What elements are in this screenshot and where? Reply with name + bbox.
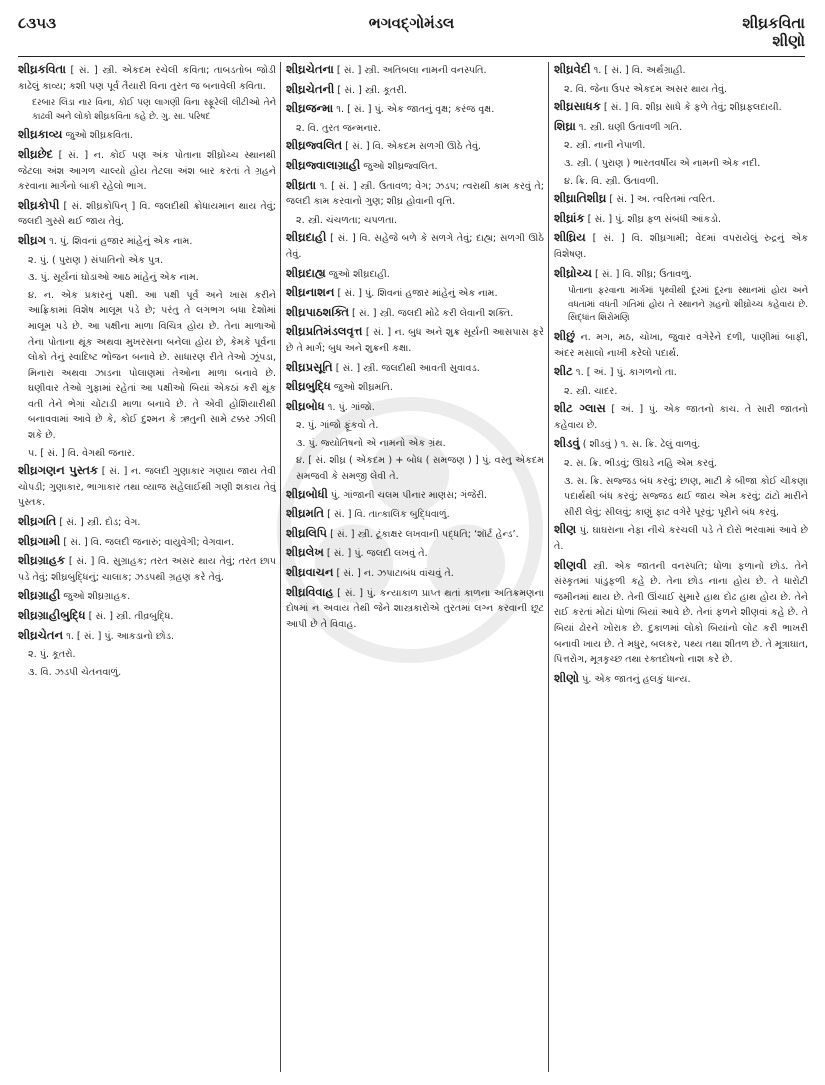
definition: [ સં. ] ન. ઝપાટાબંધ વાંચવું તે.	[333, 568, 454, 580]
headword: શીઘ્રબોધી	[286, 486, 328, 501]
headword: શીઘ્રગામી	[18, 533, 61, 548]
headword: શીઘ્રજ્વાલાગ્રાહી	[286, 157, 361, 172]
dictionary-entry	[286, 101, 544, 118]
headword: શીઘ્રગ્રાહી	[18, 588, 61, 603]
definition: [ સં. ] વિ. તાત્કાલિક બુદ્ધિવાળું.	[324, 509, 450, 521]
definition: [ સં. ] સ્ત્રી. દોડ; વેગ.	[56, 517, 141, 529]
headword: શીઘ્રસાધક	[554, 99, 601, 114]
dictionary-entry	[554, 522, 808, 554]
sub-sense: ૨. વિ. તુરત જન્મનાર.	[296, 122, 381, 134]
definition: [ સં. ] વિ. શીઘ્રગામી; વેદમાં વપરાયેલું રુદ્રનું એક વિશેષણ.	[554, 233, 808, 260]
guide-words	[742, 14, 805, 50]
dictionary-entry	[18, 514, 276, 531]
definition: ( શીડવું ) ૧. સ. ક્રિ. ઢેલું વાળવું.	[579, 439, 701, 451]
sub-sense: ૪. ન. એક પ્રકારનું પક્ષી. આ પક્ષી પૂર્વ અને ખાસ કરીને આફ્રિકામાં વિશેષ માલૂમ પડે છે; પરંતુ તે લગભગ બધા દેશોમાં માલૂમ પડે છે. આ પક્ષીના માળા વિચિત્ર હોય છે. તેના માળાઓ તેના પોતાના થૂંક અથવા મુખરસના બનેલા હોય છે, કેમકે પૂર્વના લોકો તેનું સ્વાદિષ્ટ ભોજન બનાવે છે. સાધારણ રીતે તેઓ ઝૂંપડા, મિનારા અથવા ઝાડના પોલાણમાં તેઓના માળા બનાવે છે. ઘણીવાર તેઓ ગુફામાં રહેતાં આ પક્ષીઓ બિયાં એકઠાં કરી થૂંક વતી તેને ભેગાં ચોંટાડી માળા બનાવે છે. તે એવી હોશિયારીથી બનાવવામાં આવે છે કે, કોઈ દુશ્મન કે ઋતુની સામે ટક્કર ઝીલી શકે છે.	[28, 289, 276, 442]
headword: શીડવું	[554, 436, 580, 451]
dictionary-entry	[554, 266, 808, 283]
definition: [ સં. ] સ્ત્રી. એકદમ રચેલી કવિતા; તાબડતોબ જોડી કાઢેલું કાવ્ય; કશી પણ પૂર્વ તૈયારી વિના તુરત જ બનાવેલી કવિતા.	[18, 65, 276, 92]
dictionary-entry	[554, 119, 808, 136]
headword: શીઘ્રકાવ્ય	[18, 127, 63, 142]
definition: ૧. [ સં. ] પું. આકડાનો છોડ.	[63, 630, 175, 642]
definition: જુઓ શીઘ્રમતિ.	[330, 382, 393, 394]
citation-quote: દરબાર લિંડા નાર વિના, કોઈ પણ લાગણી વિના સ્ફૂરેલી લીટીઓ તેને કાઢવી અને લોકો શીઘ્રકવિતા કહે છે. ગુ. સા. પરિષદ	[32, 98, 276, 122]
dictionary-entry	[286, 545, 544, 562]
dictionary-entry	[18, 127, 276, 144]
sub-sense: ૨. પું. ( પુરાણ ) સંપાતિનો એક પુત્ર.	[28, 254, 164, 266]
dictionary-entry	[554, 191, 808, 208]
headword: શીઘ્રવિવાહ	[286, 584, 334, 599]
headword: શીઘ્રચેતની	[286, 81, 335, 96]
sub-sense: ૩. સ. ક્રિ. સજ્જડ બંધ કરવું; છાણ, માટી કે બીજા કોઈ ચીકણા પદાર્થથી બંધ કરવું; સજ્જડ થઈ જાય એમ કરવું; ઢાંટો મારીને સીરી લેવું; સીલવું; કાણું ફાટ વગેરે પૂરવું; પૂરીને બંધ કરવું.	[564, 475, 808, 518]
headword: શીઘ્રદાહી	[286, 230, 327, 245]
definition: ૧. [ સં. ] વિ. અર્થગ્રાહી.	[590, 65, 686, 76]
column-1	[18, 62, 276, 1077]
sub-sense: ૩. પું. જ્યોતિષનો એ નામનો એક ગ્રંથ.	[296, 437, 446, 449]
headword: શીઘ્રદાહ્ય	[286, 265, 326, 280]
headword: શીઘ્રજન્મા	[286, 101, 334, 116]
dictionary-entry	[554, 211, 808, 228]
definition: [ સં. ] પું. શિવનાં હજાર માંહેનું એક નામ.	[334, 288, 498, 300]
headword: શીઘ્રછેદ	[18, 146, 53, 161]
dictionary-entry	[286, 230, 544, 262]
definition: [ સં. ] સ્ત્રી. ટૂંકાક્ષર લખવાની પદ્ધતિ; ‘શૉર્ટ હેન્ડ’.	[327, 528, 519, 540]
headword: શીઘ્રગણન પુસ્તક	[18, 463, 99, 478]
headword: શીઘ્રપ્રસૂતિ	[286, 359, 333, 374]
sub-sense: ૫. [ સં. ] વિ. વેગથી જનાર.	[28, 447, 135, 459]
dictionary-entry	[286, 158, 544, 175]
dictionary-entry	[554, 401, 808, 433]
sub-sense: ૩. પું. સૂર્યનાં ઘોડાઓ આઠ માંહેનું એક નામ.	[28, 272, 199, 284]
dictionary-entry	[18, 608, 276, 625]
definition: [ સં. ] પું. જલદી લખવું તે.	[323, 548, 428, 560]
definition: [ સં. શીઘ્રકોપિન્ ] વિ. જલદીથી ક્રોધાયમાન થાય તેવું; જલદી ગુસ્સે થઈ જાય તેવું.	[18, 200, 276, 228]
dictionary-entry	[286, 506, 544, 523]
headword: શીઘ્રવેદી	[554, 62, 591, 76]
headword: શીઘ્રગ	[18, 232, 47, 247]
definition: [ સં. ] વિ. જલદી જનારું; વાયુવેગી; વેગવાન.	[60, 536, 235, 548]
definition: [ સં. ] ન. બુધ અને શુક્ર સૂર્યની આસપાસ ફરે છે તે માર્ગ; બુધ અને શુક્રની કક્ષા.	[286, 327, 544, 354]
headword: શીઘ્રગ્રાહક	[18, 553, 66, 568]
headword: શીઘ્રકવિતા	[18, 62, 66, 76]
dictionary-entry	[554, 364, 808, 381]
headword: શીઘ્રાંક	[554, 210, 585, 225]
headword: શીઘ્રબુદ્ધિ	[286, 379, 331, 394]
column-3	[554, 62, 808, 1077]
headword: શીઘ્રવાચન	[286, 565, 334, 580]
definition: જુઓ શીઘ્રજ્વલિત.	[360, 160, 438, 172]
definition: પું. ઘાઘરાના નેફા નીચે કરચલી પડે તે દોરો ભરવામાં આવે છે તે.	[554, 525, 808, 553]
dictionary-entry	[554, 671, 808, 688]
headword: શીઘ્રગ્રાહીબુદ્ધિ	[18, 608, 86, 622]
column-2	[286, 62, 544, 1077]
headword: શીઘ્રલેખ	[286, 545, 324, 560]
definition: [ સં. ] વિ. શીઘ્ર; ઉતાવળું.	[591, 268, 692, 280]
definition: [ સં. ] સ્ત્રી. તીવ્રબુદ્ધિ.	[85, 611, 174, 622]
headword: શીઘ્રચેતના	[286, 62, 334, 76]
headword: શીઘ્રપાઠશક્તિ	[286, 304, 349, 319]
dictionary-entry	[18, 534, 276, 551]
headword: શીઘ્રજ્વલિત	[286, 138, 343, 153]
headword: શીઘ્રલિપિ	[286, 525, 328, 540]
page-header	[18, 8, 805, 60]
definition: ન. મગ, મઠ, ચોખા, જુવાર વગેરેને દળી, પાણીમાં બાફી, અંદર મસાલો નાખી કરેલો પદાર્થ.	[554, 331, 808, 359]
headword: શીણ	[554, 522, 577, 537]
book-title: ભગવદ્ગોમંડલ	[368, 14, 455, 32]
definition: [ સં. ] પું. કન્યાકાળ પ્રાપ્ત થતાં કાળના અતિક્રમણના દોષમાં ન અવાય તેથી જેને શાસ્ત્રકારોએ તુરતમાં લગ્ન કરવાની છૂટ આપી છે તે વિવાહ.	[286, 587, 544, 630]
dictionary-entry	[286, 305, 544, 322]
headword: શીઘ્રબોધ	[286, 398, 325, 413]
sub-sense: ૩. સ્ત્રી. ( પુરાણ ) ભારતવર્ષીય એ નામની એક નદી.	[564, 157, 761, 169]
dictionary-entry	[18, 198, 276, 230]
dictionary-entry	[18, 233, 276, 250]
dictionary-entry	[18, 147, 276, 195]
headword: શીછું	[554, 328, 576, 343]
definition: [ સં. ] પું. શીઘ્ર ફળ સંબંધી આંકડો.	[584, 213, 721, 225]
dictionary-entry	[286, 487, 544, 504]
dictionary-entry	[286, 285, 544, 302]
headword: શીટ ગ્લાસ	[554, 401, 606, 416]
definition: ૧. [ સં. ] સ્ત્રી. ઉતાવળ; વેગ; ઝડપ; ત્વરાથી કામ કરવું તે; જલદી કામ કરવાનો ગુણ; શીઘ્ર હોવાની વૃત્તિ.	[286, 180, 544, 208]
dictionary-entry	[286, 360, 544, 377]
dictionary-entry	[18, 463, 276, 511]
dictionary-entry	[18, 628, 276, 645]
sub-sense: ૨. પું. ગાંજો ફૂંકવો તે.	[296, 420, 379, 432]
headword: શીણવી	[554, 557, 587, 572]
columns	[18, 62, 808, 1077]
dictionary-entry	[286, 178, 544, 210]
dictionary-entry	[554, 436, 808, 453]
dictionary-entry	[554, 230, 808, 262]
sub-sense: ૨. સ. ક્રિ. ભીડવું; ઊઘડે નહિ એમ કરવું.	[564, 458, 717, 470]
definition: [ સં. ] સ્ત્રી. કૂતરી.	[334, 84, 408, 96]
dictionary-entry	[18, 553, 276, 585]
definition: જુઓ શીઘ્રકવિતા.	[62, 130, 133, 142]
sub-sense: ૨. સ્ત્રી. નાની નેપાળી.	[564, 140, 646, 152]
definition: [ સં. ] સ્ત્રી. જલદી મોઢે કરી લેવાની શક્તિ.	[348, 307, 514, 319]
headword: શીઘ્રકોપી	[18, 197, 60, 212]
definition: પું. ગાંજાની ચલમ પીનાર માણસ; ગંજેરી.	[327, 489, 488, 501]
headword: શીઘ્રચેતન	[18, 627, 64, 642]
definition: [ સં. ] ન. જલદી ગુણાકાર ગણાય જાય તેવી ચોપડી; ગુણાકાર, ભાગાકાર તથા વ્યાજ સહેલાઈથી ગણી શકાય તેવું પુસ્તક.	[18, 466, 276, 509]
headword: શીઘ્રપ્રતિમંડલવૃત્ત	[286, 324, 363, 339]
definition: સ્ત્રી. એક જાતની વનસ્પતિ; ધોળા ફળાનો છોડ. તેને સંસ્કૃતમાં પાંડુફળી કહે છે. તેના છોડ નાના હોય છે. તે ધારોટી જમીનમાં થાય છે. તેની ઊંચાઈ સુમારે હાથ દોઢ હાથ હોય છે. તેને રાઈ કરતાં મોટાં ધોળાં બિયાં આવે છે. તેનાં ફળને શીણવાં કહે છે. તે બિયાં ઢોરને ખોરાક છે. દુકાળમાં લોકો બિયાંનો લોટ કરી ભાખરી બનાવી ખાય છે. તે મધુર, બલકર, પથ્ય તથા શીતળ છે. તે મૂત્રાઘાત, પિત્તરોગ, મૂત્રકૃચ્છ તથા રક્તદોષનો નાશ કરે છે.	[554, 560, 808, 666]
definition: જુઓ શીઘ્રગ્રાહક.	[60, 591, 131, 603]
dictionary-entry	[18, 62, 276, 94]
sub-sense: ૨. પું. કૂતરો.	[28, 649, 76, 661]
dictionary-entry	[286, 399, 544, 416]
dictionary-entry	[286, 324, 544, 356]
definition: ૧. [ અં. ] પું. કાગળનો તા.	[572, 367, 677, 379]
headword: શીઘ્રતા	[286, 177, 317, 192]
headword: શીઘ્રાતિશીઘ્ર	[554, 191, 607, 206]
headword: શીઘ્રનાશન	[286, 285, 335, 300]
dictionary-entry	[554, 558, 808, 668]
headword: શીઘ્રમતિ	[286, 506, 325, 521]
definition: ૧. પું. ગાંજો.	[324, 401, 375, 413]
definition: પું. એક જાતનું હલકું ધાન્ય.	[579, 673, 691, 685]
definition: [ સં. ] અ. ત્વરિતમાં ત્વરિત.	[606, 194, 716, 206]
definition: [ સં. ] સ્ત્રી. જલદીથી આવતી સુવાવડ.	[332, 362, 480, 374]
sub-sense: ૨. સ્ત્રી. ચંચળતા; ચપળતા.	[296, 214, 397, 226]
sub-sense: ૨. વિ. જેના ઉપર એકદમ અસર થાય તેવું.	[564, 83, 728, 95]
dictionary-entry	[18, 588, 276, 605]
citation-quote: પોતાના ફરવાના માર્ગમાં પૃથ્વીથી દૂરમાં દૂરના સ્થાનમાં હોય અને વધતામાં વધતી ગતિમાં હોય તે સ્થાનને ગ્રહનો શીઘ્રોચ્ચ કહેવાય છે. સિદ્ધાંત શિરોમણિ	[568, 286, 808, 324]
sub-sense: ૪. [ સં. શીઘ્ર ( એકદમ ) + બોધ ( સમજણ ) ] પું. વસ્તુ એકદમ સમજવી કે સમજી લેવી તે.	[296, 455, 544, 483]
sub-sense: ૨. સ્ત્રી. ચાદર.	[564, 385, 618, 397]
definition: ૧. સ્ત્રી. ઘણી ઉતાવળી ગતિ.	[575, 121, 683, 133]
headword: શીટ	[554, 364, 573, 379]
definition: [ સં. ] વિ. શીઘ્ર સાધે કે ફળે તેવું; શીઘ્રફલદાયી.	[600, 102, 782, 114]
dictionary-entry	[286, 565, 544, 582]
dictionary-entry	[554, 329, 808, 361]
dictionary-entry	[286, 526, 544, 543]
definition: જુઓ શીઘ્રદાહી.	[325, 268, 390, 280]
sub-sense: ૪. ક્રિ. વિ. સ્ત્રી. ઉતાવળી.	[564, 175, 659, 187]
headword: શીઘ્રગતિ	[18, 514, 57, 529]
definition: [ સં. ] સ્ત્રી. અતિબલા નામની વનસ્પતિ.	[333, 65, 487, 76]
definition: [ સં. ] વિ. સહેજે બળે કે સળગે તેવું; દાહ્ય; સળગી ઊઠે તેવું.	[286, 233, 544, 260]
dictionary-entry	[554, 99, 808, 116]
dictionary-entry	[286, 62, 544, 79]
dictionary-entry	[286, 585, 544, 633]
headword: શીણો	[554, 670, 580, 685]
guide-word-last: શીણો	[772, 32, 805, 50]
header-rule	[18, 56, 805, 57]
guide-word-first: શીઘ્રકવિતા	[742, 14, 805, 32]
headword: શીઘ્રોચ્ચ	[554, 265, 592, 280]
headword: શિઘ્રા	[554, 118, 576, 133]
dictionary-entry	[286, 138, 544, 155]
page-number: ૮૩૫૩	[18, 14, 57, 32]
sub-sense: ૩. વિ. ઝડપી ચેતનવાળું.	[28, 666, 122, 678]
headword: શીઘ્રિય	[554, 230, 586, 245]
dictionary-entry	[554, 62, 808, 79]
definition: ૧. પું. શિવનાં હજાર માંહેનું એક નામ.	[46, 235, 193, 247]
definition: ૧. [ સં. ] પું. એક જાતનું વૃક્ષ; કરંજ વૃક્ષ.	[333, 104, 495, 116]
dictionary-entry	[286, 266, 544, 283]
definition: [ સં. ] ન. કોઈ પણ અંક પોતાના શીઘ્રોચ્ચ સ્થાનથી જેટલા અંશ આગળ ચાલ્યો હોય તેટલા અંશ બાર કરતાં તે ગ્રહને કરવાના માર્ગનો બાકી રહેલો ભાગ.	[18, 149, 276, 193]
definition: [ સં. ] વિ. સુગ્રાહક; તરત અસર થાય તેવું; તરત છાપ પડે તેવું; શીઘ્રબુદ્ધિનું; ચાલાક; ઝડપથી ગ્રહણ કરે તેવું.	[18, 556, 276, 583]
definition: [ અં. ] પું. એક જાતનો કાચ. તે સારી જાતનો કહેવાય છે.	[554, 404, 808, 431]
definition: [ સં. ] વિ. એકદમ સળગી ઊઠે તેવું.	[342, 141, 481, 153]
dictionary-entry	[286, 82, 544, 99]
dictionary-entry	[286, 379, 544, 396]
